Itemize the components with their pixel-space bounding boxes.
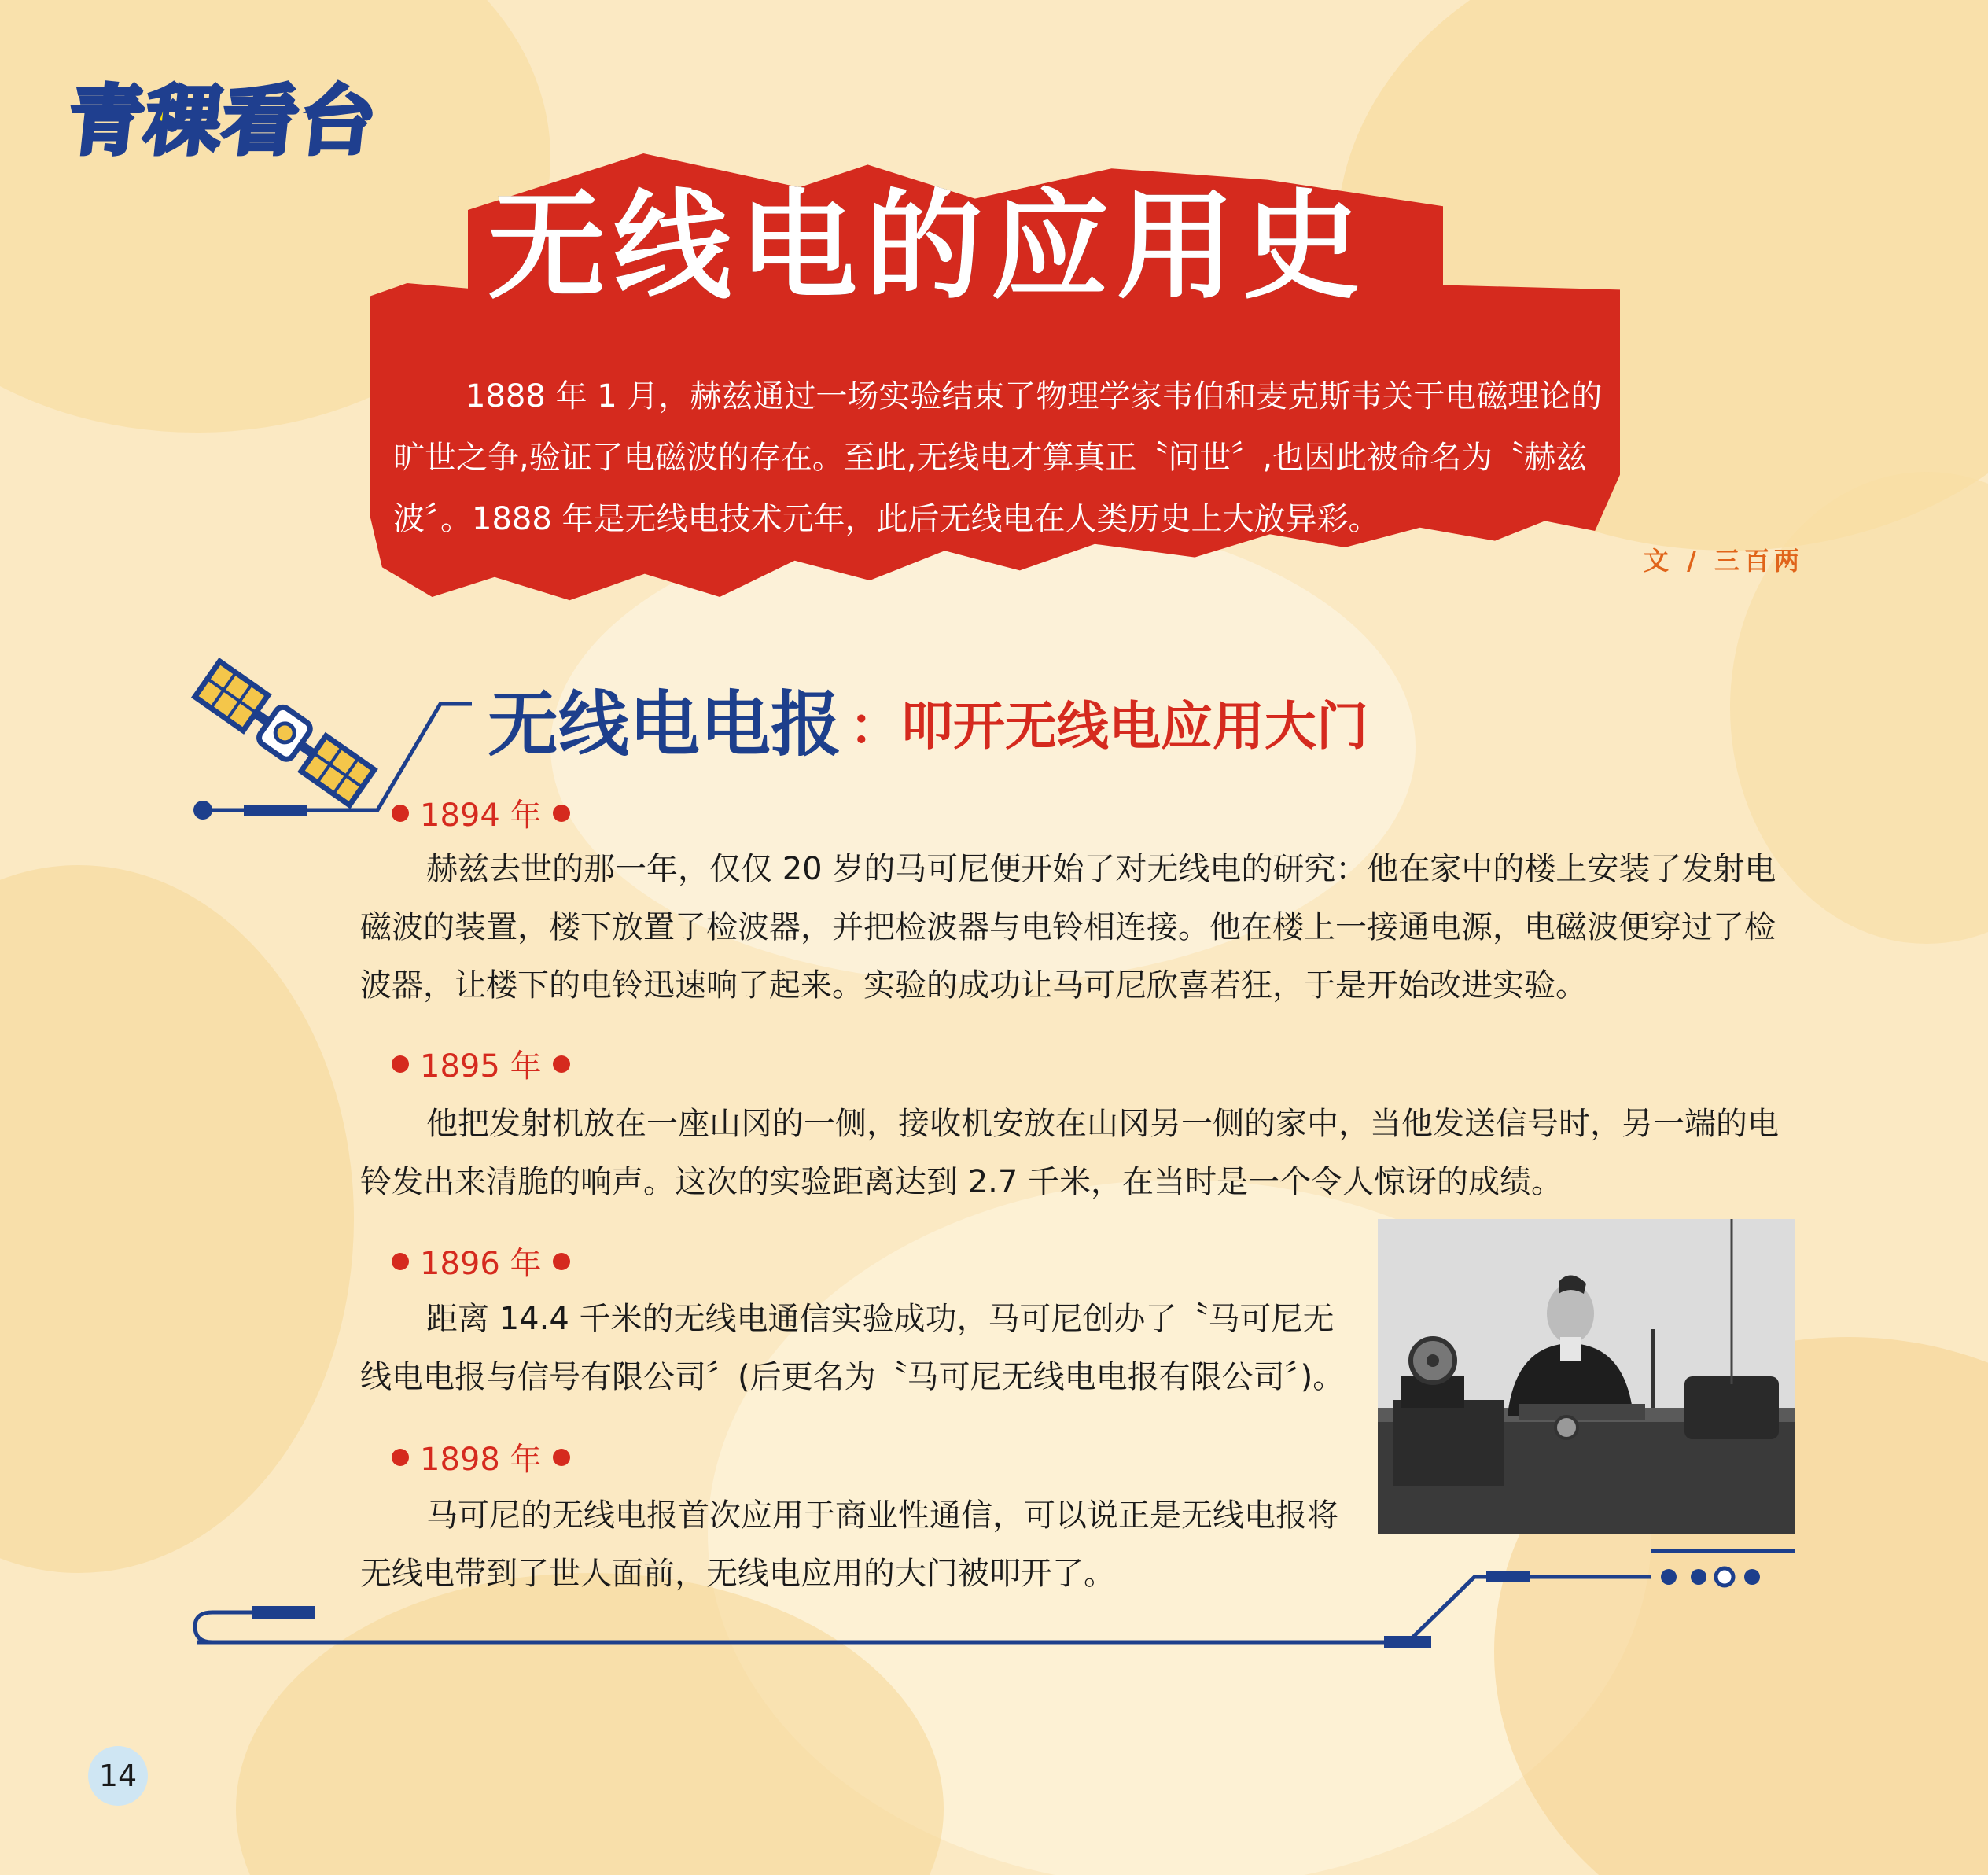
year-label: 1896 年: [420, 1246, 542, 1282]
bullet-dot: [553, 1253, 570, 1270]
page-number: 14: [88, 1746, 148, 1806]
connector-line-bottom: [181, 1542, 1817, 1667]
article-title: 无线电的应用史: [488, 179, 1369, 315]
bullet-dot: [392, 805, 409, 822]
section-subtitle: [849, 684, 1368, 759]
author-credit: 文 / 三百两: [1644, 546, 1804, 576]
photo-marconi-drawing: [1378, 1219, 1795, 1534]
year-heading-1896: [392, 1239, 570, 1284]
year-heading-1895: [392, 1041, 570, 1086]
year-label: 1898 年: [420, 1442, 542, 1478]
year-heading-1894: [392, 790, 570, 835]
entry-text-1898: 马可尼的无线电报首次应用于商业性通信，可以说正是无线电报将无线电带到了世人面前，无线电应用的大门被叩开了。: [360, 1497, 1338, 1592]
bullet-dot: [553, 805, 570, 822]
section-separator: ：: [849, 696, 901, 757]
entry-text-1894: 赫兹去世的那一年，仅仅 20 岁的马可尼便开始了对无线电的研究：他在家中的楼上安装了发射电磁波的装置，楼下放置了检波器，并把检波器与电铃相连接。他在楼上一接通电源，电磁波便穿过了检波器，让楼下的电铃迅速响了起来。实验的成功让马可尼欣喜若狂，于是开始改进实验。: [360, 851, 1776, 1004]
year-heading-1898: [392, 1435, 570, 1479]
year-label: 1895 年: [420, 1048, 542, 1085]
photo-marconi: [1378, 1219, 1795, 1534]
intro-paragraph: 1888 年 1 月，赫兹通过一场实验结束了物理学家韦伯和麦克斯韦关于电磁理论的旷世之争,验证了电磁波的存在。至此,无线电才算真正〝问世〞,也因此被命名为〝赫兹波〞。1888 年是无线电技术元年，此后无线电在人类历史上大放异彩。: [393, 378, 1603, 537]
bullet-dot: [392, 1449, 409, 1466]
entry-text-1896: 距离 14.4 千米的无线电通信实验成功，马可尼创办了〝马可尼无线电电报与信号有限公司〞(后更名为〝马可尼无线电电报有限公司〞)。: [360, 1301, 1345, 1395]
section-subtitle-text: 叩开无线电应用大门: [901, 696, 1368, 757]
bullet-dot: [553, 1055, 570, 1073]
magazine-section-name: 青稞看台: [64, 77, 382, 165]
section-title: 无线电电报: [488, 683, 841, 766]
entry-text-1895: 他把发射机放在一座山冈的一侧，接收机安放在山冈另一侧的家中，当他发送信号时，另一端的电铃发出来清脆的响声。这次的实验距离达到 2.7 千米，在当时是一个令人惊讶的成绩。: [360, 1106, 1779, 1200]
bullet-dot: [392, 1253, 409, 1270]
year-label: 1894 年: [420, 798, 542, 834]
bullet-dot: [392, 1055, 409, 1073]
bullet-dot: [553, 1449, 570, 1466]
